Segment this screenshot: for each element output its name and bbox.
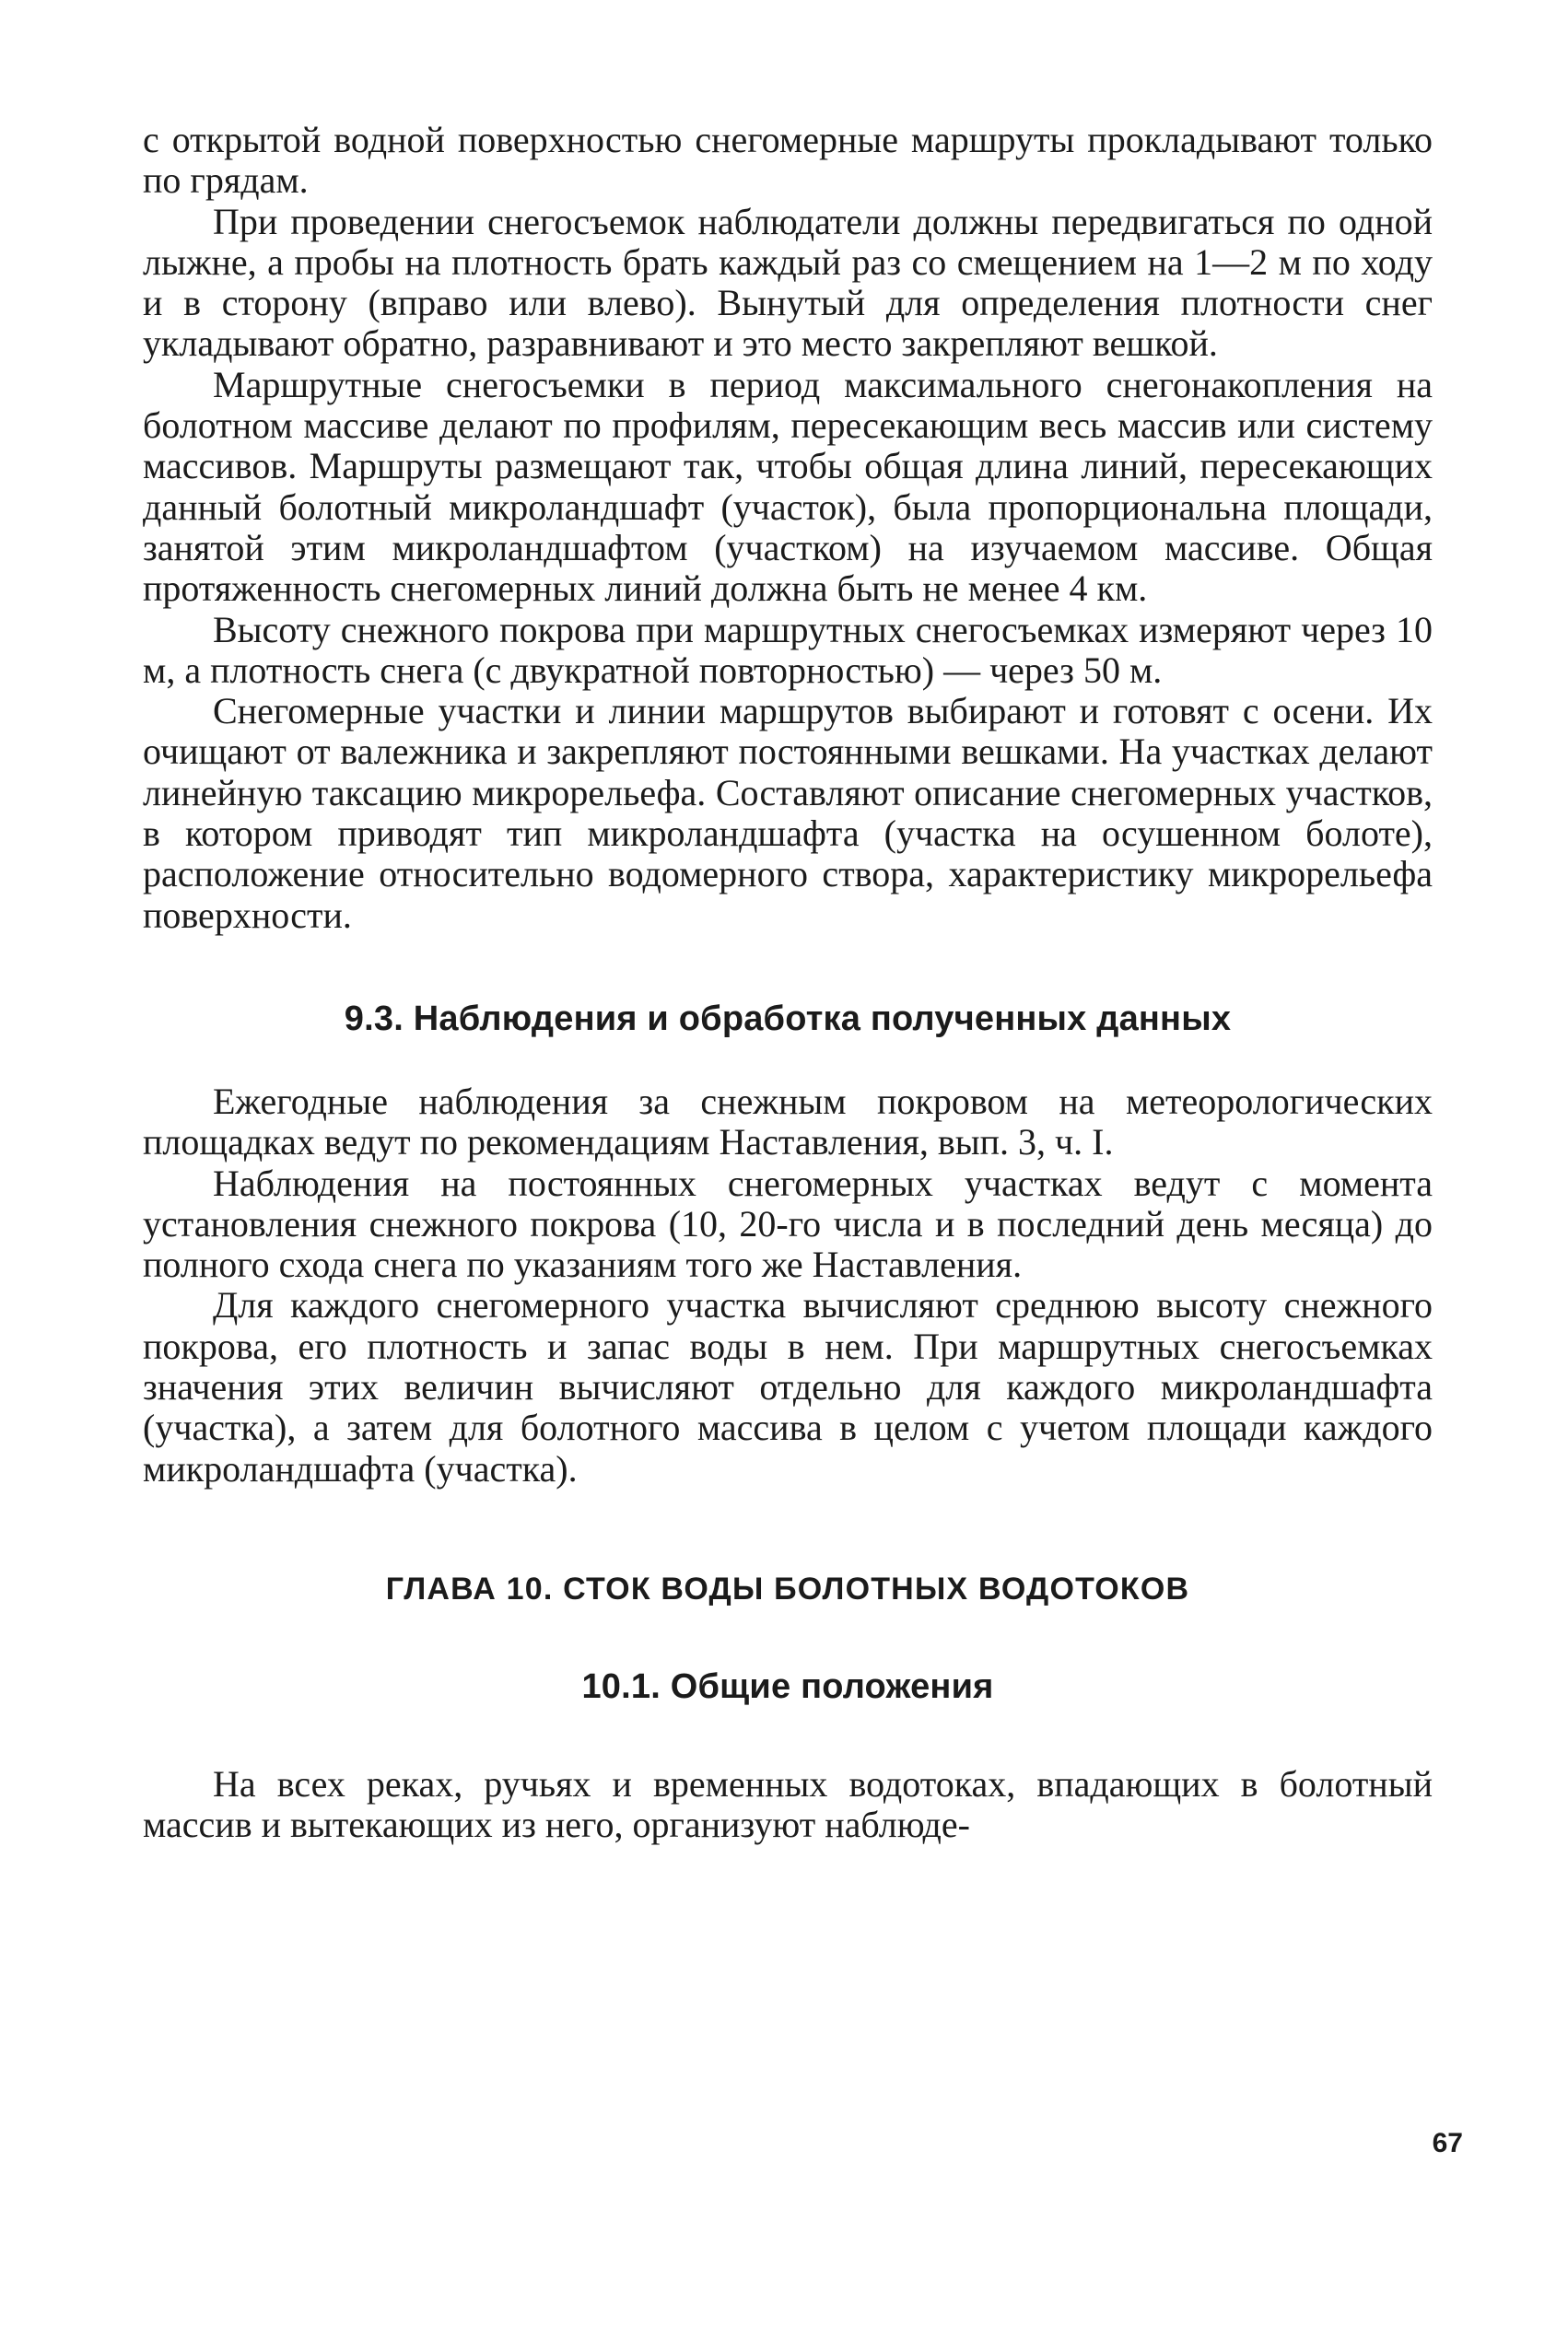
paragraph-plots-preparation: Снегомерные участки и линии маршрутов выбирают и готовят с осени. Их очищают от валежника и закрепляют постоянными вешками. На участках делают линейную таксацию микрорельефа. Составляют описание снегомерных участков, в котором приводят тип микроландшафта (участка на осушенном болоте), расположение относительно водомерного створа, характеристику микрорельефа поверхности.: [143, 690, 1433, 936]
paragraph-routes-ridges: с открытой водной поверхностью снегомерные маршруты прокладывают только по грядам.: [143, 119, 1433, 202]
paragraph-annual-observations: Ежегодные наблюдения за снежным покровом на метеорологических площадках ведут по рекомендациям Наставления, вып. 3, ч. I.: [143, 1080, 1433, 1163]
paragraph-streams: На всех реках, ручьях и временных водотоках, впадающих в болотный массив и вытекающих из него, организуют наблюде-: [143, 1762, 1433, 1846]
paragraph-route-surveys: Маршрутные снегосъемки в период максимального снегонакопления на болотном массиве делают по профилям, пересекающим весь массив или систему массивов. Маршруты размещают так, чтобы общая длина линий, пересекающих данный болотный микроландшафт (участок), была пропорциональна площади, занятой этим микроландшафтом (участком) на изучаемом массиве. Общая протяженность снегомерных линий должна быть не менее 4 км.: [143, 363, 1433, 610]
page-body: [143, 120, 1433, 1846]
section-heading-9-3: 9.3. Наблюдения и обработка полученных данных: [344, 999, 1232, 1038]
chapter-heading-10: ГЛАВА 10. СТОК ВОДЫ БОЛОТНЫХ ВОДОТОКОВ: [385, 1571, 1190, 1607]
paragraph-calculations: Для каждого снегомерного участка вычисляют среднюю высоту снежного покрова, его плотность и запас воды в нем. При маршрутных снегосъемках значения этих величин вычисляют отдельно для каждого микроландшафта (участка), а затем для болотного массива в целом с учетом площади каждого микроландшафта (участка).: [143, 1284, 1433, 1490]
page-number: 67: [1432, 2128, 1463, 2158]
paragraph-ski-track: При проведении снегосъемок наблюдатели должны передвигаться по одной лыжне, а пробы на плотность брать каждый раз со смещением на 1—2 м по ходу и в сторону (вправо или влево). Вынутый для определения плотности снег укладывают обратно, разравнивают и это место закрепляют вешкой.: [143, 200, 1433, 365]
section-heading-10-1: 10.1. Общие положения: [581, 1666, 994, 1706]
paragraph-permanent-plots: Наблюдения на постоянных снегомерных участках ведут с момента установления снежного покрова (10, 20-го числа и в последний день месяца) до полного схода снега по указаниям того же Наставления.: [143, 1162, 1433, 1286]
paragraph-snow-height: Высоту снежного покрова при маршрутных снегосъемках измеряют через 10 м, а плотность снега (с двукратной повторностью) — через 50 м.: [143, 608, 1433, 691]
